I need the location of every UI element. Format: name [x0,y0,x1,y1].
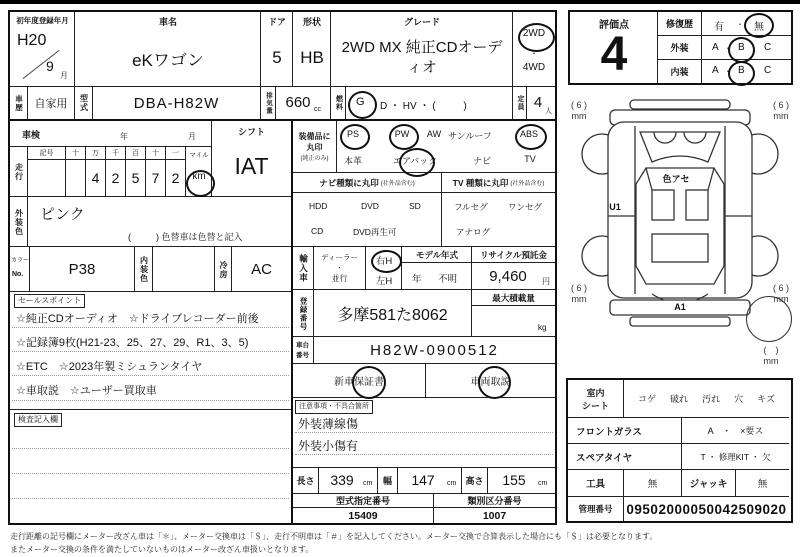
car-name-value: eKワゴン [132,50,204,70]
width-label: 幅 [378,468,398,494]
ext-color-cell [10,197,291,247]
registration-value: 多摩581た8062 [314,290,472,337]
spare-tire-value: T ・ 修理KIT ・ 欠 [682,444,789,470]
navi-type-header [293,173,442,193]
tv-type-title: TV 種類に丸印 [452,177,509,188]
max-load-unit: kg [538,323,547,332]
score-value: 4 [600,27,628,81]
grade-dot: ・ [724,44,732,53]
recycle-cell [472,247,555,290]
cooling-value: AC [251,261,272,278]
model-year-value: 不明 [438,274,458,285]
mileage-digit-1: 2 [166,160,186,197]
navi-item-sd: SD [409,201,421,211]
int-color-label: 内装色 [139,256,149,283]
type-no-label: 型式指定番号 [293,494,434,508]
diagram-label-rear: A1 [674,302,686,312]
repair-yes: 有 [714,22,724,33]
exterior-grade-a: A [712,42,719,53]
model-code-label-cell [75,87,93,119]
capacity-cell [527,87,555,119]
circle-mark-fuel-g [348,91,377,119]
doors-value: 5 [272,48,282,67]
jack-label: ジャッキ [682,470,736,497]
length-cell [319,468,378,494]
equipment-item-sunroof: サンルーフ [448,131,492,141]
circle-mark-ps [340,124,370,150]
tire-depth-rear-right: ( 6 ) mm [772,283,789,304]
diagram-label-roof: 色アセ [662,174,690,184]
mileage-digit-100k [66,160,86,197]
shape-cell [293,12,331,87]
equipment-item-ps: PS [346,129,359,139]
mileage-header-symbol: 記号 [28,147,66,160]
fuel-label: 燃料 [335,95,343,111]
drive-4wd: 4WD [522,62,546,73]
ext-color-value: ピンク [40,206,85,223]
int-color-value [153,247,215,292]
class-no-value: 1007 [482,509,507,522]
displacement-label-cell [261,87,276,119]
first-registration-cell [10,12,75,87]
displacement-unit: cc [314,106,321,113]
recycle-label: リサイクル預託金 [472,247,555,263]
recycle-unit: 円 [542,277,550,286]
first-registration-month: 9 [46,58,54,74]
import-dot: ・ [336,265,343,272]
dotted-line [295,432,553,433]
equipment-item-airbag: エアバック [392,156,438,166]
dotted-line [12,498,289,499]
height-label: 高さ [462,468,488,494]
model-code-label: 型式 [79,94,89,112]
dotted-line [12,473,289,474]
tire-depth-front-left: ( 6 ) mm [570,100,587,121]
model-year-unit: 年 [412,274,422,285]
length-value: 339 [330,472,354,488]
grade-dot: ・ [750,44,758,53]
navi-item-hdd: HDD [309,201,328,211]
displacement-cell [276,87,331,119]
color-row [10,247,291,292]
dotted-line [12,448,289,449]
equipment-item-tv: TV [524,154,536,164]
model-year-label: モデル年式 [402,247,472,263]
mileage-digit-10k: 4 [86,160,106,197]
registration-label-cell [293,290,314,337]
displacement-label: 排気量 [265,91,272,115]
equipment-label-cell [293,121,337,173]
registration-label: 登録番号 [299,296,308,331]
mileage-header-1k: 千 [106,147,126,160]
import-label-cell [293,247,314,290]
spare-tire-icon [746,296,792,342]
footer-note-line1: 走行距離の記号欄にメーター改ざん車は「＊」、メーター交換車は「＄」、走行不明車は「＃」を記入してください。メーター交換で合算表示した場合にも「＄」は必要となります。 [10,532,658,541]
tv-item-fullseg: フルセグ [454,202,488,212]
doors-label: ドア [268,17,286,27]
capacity-label-cell [513,87,527,119]
cooling-label: 冷房 [219,260,228,279]
equipment-label3: (純正のみ) [300,156,329,162]
sales-points-box [10,292,291,410]
sales-point-line-1: ☆純正CDオーディオ ☆ドライブレコーダー前後 [16,313,259,325]
interior-grade-a: A [712,65,719,76]
equipment-item-navi: ナビ [472,156,491,166]
model-code-value: DBA-H82W [93,87,261,119]
footer-note-line2: またメーター交換の条件を満たしていないものはメーター改ざん車扱いとなります。 [10,545,314,554]
repair-dot: ・ [736,20,744,29]
tv-item-analog: アナログ [456,227,491,237]
shaken-label: 車検 [22,130,41,140]
fuel-option-rest: D ・ HV ・ ( ) [380,101,467,112]
shift-label: シフト [237,127,265,137]
circle-mark-warranty [352,366,386,399]
tools-value: 無 [624,470,682,497]
class-no-label: 類別区分番号 [434,494,555,508]
first-registration-label: 初年度登録年月 [16,16,69,25]
grade-cell [331,12,513,87]
interior-grade-c: C [764,65,772,76]
width-cell [398,468,462,494]
tire-depth-front-right: ( 6 ) mm [772,100,789,121]
tv-type-items [442,193,555,247]
drive-dot: ・ [530,49,538,58]
max-load-label: 最大積載量 [472,290,555,306]
circle-mark-no-repair [744,13,774,38]
mileage-unit-km: km [192,171,206,182]
dotted-line [12,375,289,376]
capacity-value: 4 [533,93,543,111]
exterior-grade-b: B [738,42,745,53]
chassis-value: H82W-0900512 [314,337,555,364]
diagram-label-left-door: U1 [609,202,621,212]
defect-line-2: 外装小傷有 [298,439,359,453]
max-load-cell [472,290,555,337]
fuel-option-g: G [356,96,365,108]
exterior-grade-c: C [764,42,772,53]
grade-label: グレード [403,17,440,27]
circle-mark-km [186,170,215,197]
dotted-line [12,327,289,328]
shape-label: 形状 [302,17,321,27]
shape-value: HB [300,48,324,67]
import-parallel: 並行 [331,274,348,283]
mileage-symbol-value [28,160,66,197]
chassis-label-cell [293,337,314,364]
mileage-digit-1k: 2 [106,160,126,197]
ext-color-label-cell [10,197,28,247]
dotted-line [12,400,289,401]
dotted-line [12,351,289,352]
mgmt-no-label: 管理番号 [568,497,624,521]
mileage-label: 走行 [14,163,24,181]
shaken-month-unit: 月 [188,132,196,141]
mileage-header-100k: 十 [66,147,86,160]
grade-dot: ・ [724,67,732,76]
tv-type-header [442,173,555,193]
repair-no: 無 [754,22,764,33]
import-rh: 右H [375,256,393,267]
equipment-item-abs: ABS [519,129,538,139]
drive-2wd: 2WD [522,28,546,39]
equipment-item-pw: PW [394,129,410,139]
sales-point-line-2: ☆記録簿9枚(H21-23、25、27、29、R1、3、5) [16,337,249,349]
score-cell [570,12,658,83]
mileage-unit-mile: マイル [189,152,209,159]
mileage-digit-100: 5 [126,160,146,197]
shift-cell [212,121,291,197]
mileage-header-10k: 万 [86,147,106,160]
tire-depth-spare: ( ) mm [763,345,779,366]
navi-item-dvd-play: DVD再生可 [353,227,397,237]
tv-type-note: (社外品含む) [510,181,545,187]
type-no-value: 15409 [293,508,434,523]
ext-color-note: ( ) 色替車は色替と記入 [128,232,243,242]
spare-tire-label: スペアタイヤ [568,444,682,470]
seat-label1: 室内 [586,387,605,398]
sales-point-line-3: ☆ETC ☆2023年製ミシュランタイヤ [16,361,203,373]
mileage-digit-10: 7 [146,160,166,197]
color-no-label2: No. [12,271,24,278]
windshield-label: フロントガラス [568,418,682,444]
circle-mark-manual [478,366,511,399]
repair-label: 修復歴 [658,12,702,36]
warranty-cell: 新車保証書 [293,364,426,398]
seat-label2: シート [581,400,609,411]
equipment-label1: 装備品に [298,132,331,141]
width-unit: cm [447,480,457,487]
seat-item-scratch: キズ [757,394,775,404]
sales-point-line-4: ☆車取説 ☆ユーザー買取車 [16,385,157,397]
navi-item-dvd: DVD [361,201,379,211]
mgmt-no-value: 09502000050042509020 [626,501,787,517]
import-lh: 左H [375,276,393,287]
shaken-cell [10,121,212,147]
cooling-label-cell [215,247,232,292]
interior-grade-b: B [738,65,745,76]
seat-item-hole: 穴 [734,394,744,404]
circle-mark-interior-b [728,61,755,86]
history-value: 自家用 [28,87,75,119]
color-no-label-cell [10,247,30,292]
defects-label: 注意事項・不具合箇所 [295,400,373,414]
scan-edge-bar [0,0,800,4]
first-registration-year: H20 [17,32,47,49]
seat-label-cell [568,380,624,418]
history-label: 車歴 [14,94,24,112]
interior-label: 内装 [658,60,702,83]
doors-cell [261,12,293,87]
import-dealer: ディーラー [321,253,358,262]
inspector-box [10,410,291,523]
int-color-label-cell [135,247,153,292]
chassis-label2: 番号 [296,352,309,359]
manual-cell: 車両取説 [426,364,555,398]
mileage-header-10: 十 [146,147,166,160]
circle-mark-2wd [518,23,555,52]
car-name-cell [75,12,261,87]
length-label: 長さ [293,468,319,494]
jack-value: 無 [736,470,789,497]
exterior-label: 外装 [658,36,702,60]
import-label: 輸入車 [298,254,309,283]
import-dealer-cell [314,247,366,290]
navi-item-cd: CD [311,226,324,236]
seat-items-cell [624,380,789,418]
fuel-label-cell [331,87,346,119]
color-no-label1: カラー [11,258,30,264]
length-unit: cm [363,480,373,487]
circle-mark-abs [515,124,547,150]
grade-dot: ・ [750,67,758,76]
circle-mark-rh [371,250,402,273]
circle-mark-pw [389,124,419,150]
capacity-unit: 人 [545,108,552,115]
equipment-item-leather: 本革 [343,156,362,166]
navi-type-items [293,193,442,247]
mileage-header-100: 百 [126,147,146,160]
sales-points-label: セールスポイント [14,294,85,308]
dotted-line [295,454,553,455]
defects-box [293,398,555,468]
car-name-label: 車名 [158,17,177,27]
score-label: 評価点 [599,20,629,31]
mileage-header-1: 一 [166,147,186,160]
seat-item-stain: 汚れ [702,394,721,404]
tv-item-oneseg: ワンセグ [508,202,543,212]
seat-item-burn: コゲ [638,394,657,404]
chassis-label1: 車台 [296,342,309,349]
height-value: 155 [502,472,526,488]
defect-line-1: 外装薄線傷 [298,417,359,431]
equipment-label2: 丸印 [306,143,323,152]
grade-value: 2WD MX 純正CDオーディオ [341,38,503,76]
month-unit: 月 [60,71,68,80]
recycle-value: 9,460 [489,267,527,285]
tire-depth-rear-left: ( 6 ) mm [570,283,587,304]
model-year-cell [402,247,472,290]
displacement-value: 660 [285,93,311,111]
color-no-value: P38 [30,247,135,292]
windshield-value: A ・ ×要ス [682,418,789,444]
navi-type-note: (社外品含む) [380,181,415,187]
seat-item-tear: 破れ [670,394,689,404]
shift-value: IAT [234,152,269,179]
capacity-label: 定員 [517,95,524,111]
inspector-label: 検査記入欄 [14,413,62,427]
height-unit: cm [538,480,548,487]
tools-label: 工具 [568,470,624,497]
history-label-cell [10,87,28,119]
ext-color-label: 外装色 [14,208,24,236]
height-cell [488,468,555,494]
mileage-label-cell [10,147,28,197]
width-value: 147 [411,472,435,488]
equipment-item-aw: AW [426,129,442,139]
shaken-year-unit: 年 [120,132,128,141]
navi-type-title: ナビ種類に丸印 [319,177,379,188]
